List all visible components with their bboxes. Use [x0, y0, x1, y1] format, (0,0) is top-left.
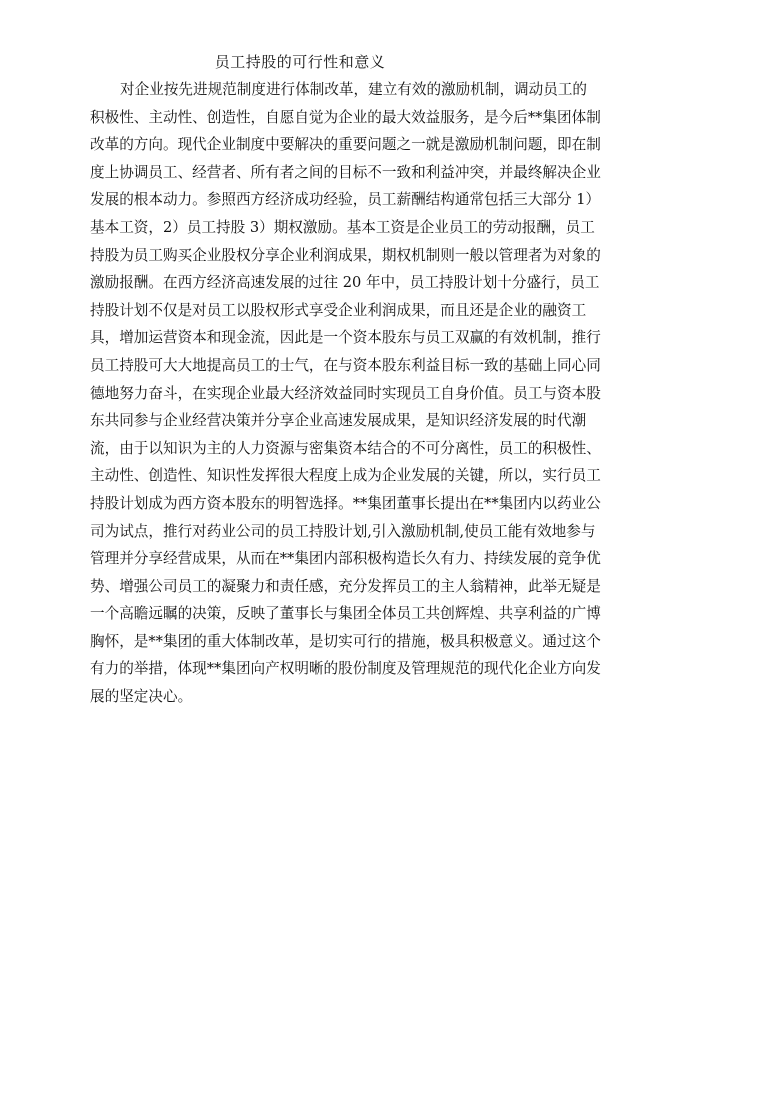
paragraph-line: 发展的根本动力。参照西方经济成功经验，员工薪酬结构通常包括三大部分 1） — [90, 191, 601, 209]
paragraph-line: 流，由于以知识为主的人力资源与密集资本结合的不可分离性，员工的积极性、 — [90, 439, 601, 457]
paragraph-line: 持股计划不仅是对员工以股权形式享受企业利润成果，而且还是企业的融资工 — [90, 301, 587, 319]
paragraph-line: 势、增强公司员工的凝聚力和责任感，充分发挥员工的主人翁精神，此举无疑是 — [90, 577, 601, 595]
paragraph-line: 基本工资，2）员工持股 3）期权激励。基本工资是企业员工的劳动报酬，员工 — [90, 218, 595, 236]
document-title: 员工持股的可行性和意义 — [214, 53, 386, 71]
paragraph-line: 管理并分享经营成果，从而在**集团内部积极构造长久有力、持续发展的竞争优 — [90, 550, 601, 568]
paragraph-line: 持股为员工购买企业股权分享企业利润成果，期权机制则一般以管理者为对象的 — [90, 246, 601, 264]
paragraph-line: 主动性、创造性、知识性发挥很大程度上成为企业发展的关键，所以，实行员工 — [90, 467, 601, 485]
paragraph-line: 对企业按先进规范制度进行体制改革，建立有效的激励机制，调动员工的 — [120, 81, 588, 98]
paragraph-line: 激励报酬。在西方经济高速发展的过往 20 年中，员工持股计划十分盛行，员工 — [90, 274, 600, 292]
paragraph-line: 员工持股可大大地提高员工的士气，在与资本股东利益目标一致的基础上同心同 — [90, 356, 601, 374]
paragraph-line: 积极性、主动性、创造性，自愿自觉为企业的最大效益服务，是今后**集团体制 — [90, 108, 601, 126]
paragraph-line: 胸怀，是**集团的重大体制改革，是切实可行的措施，极具积极意义。通过这个 — [90, 632, 601, 650]
paragraph-line: 司为试点，推行对药业公司的员工持股计划,引入激励机制,使员工能有效地参与 — [90, 522, 596, 540]
paragraph-line: 持股计划成为西方资本股东的明智选择。**集团董事长提出在**集团内以药业公 — [90, 494, 601, 512]
paragraph-line: 有力的举措，体现**集团向产权明晰的股份制度及管理规范的现代化企业方向发 — [90, 660, 601, 678]
paragraph-line: 一个高瞻远瞩的决策，反映了董事长与集团全体员工共创辉煌、共享利益的广博 — [90, 605, 601, 623]
paragraph-line: 具，增加运营资本和现金流，因此是一个资本股东与员工双赢的有效机制，推行 — [90, 329, 601, 347]
document-body — [90, 76, 601, 711]
paragraph-line: 德地努力奋斗，在实现企业最大经济效益同时实现员工自身价值。员工与资本股 — [90, 384, 601, 402]
paragraph-line: 展的坚定决心。 — [90, 688, 193, 706]
paragraph-line: 度上协调员工、经营者、所有者之间的目标不一致和利益冲突，并最终解决企业 — [90, 163, 601, 181]
paragraph-line: 东共同参与企业经营决策并分享企业高速发展成果，是知识经济发展的时代潮 — [90, 412, 587, 430]
paragraph-line: 改革的方向。现代企业制度中要解决的重要问题之一就是激励机制问题，即在制 — [90, 136, 601, 154]
